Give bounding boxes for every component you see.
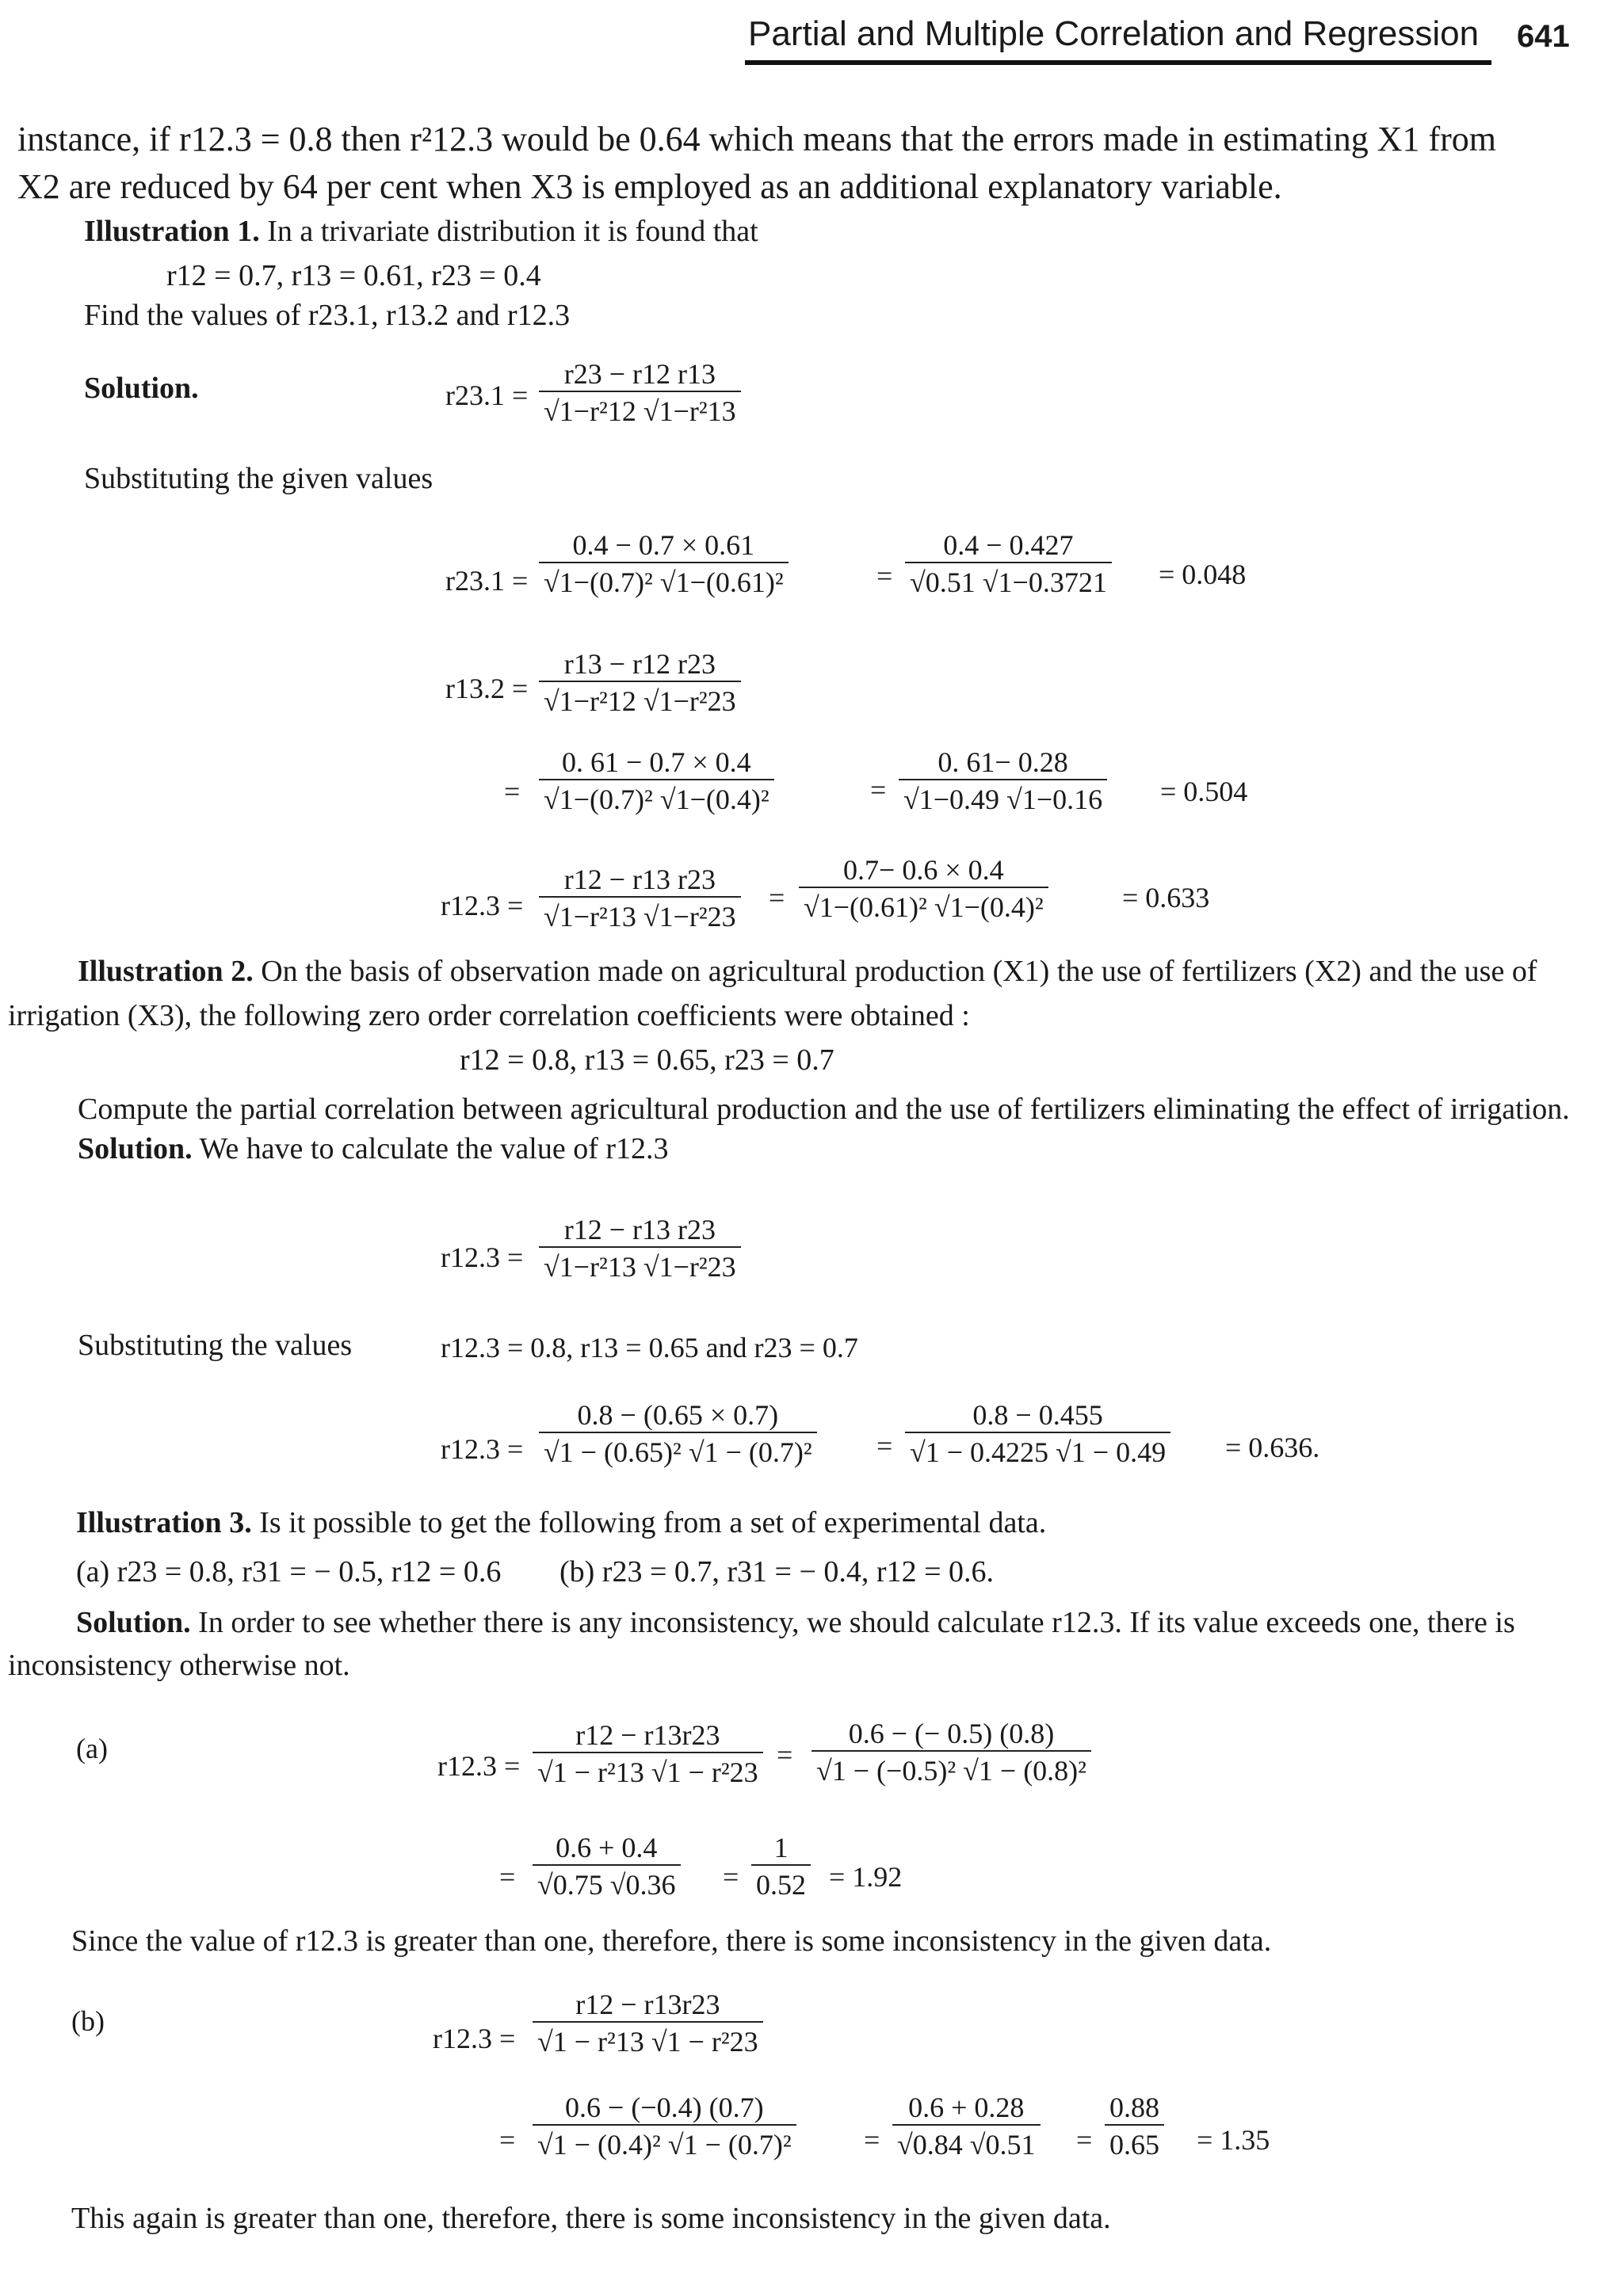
part-b-conclusion: This again is greater than one, therefore, there is some inconsistency in the given data.	[71, 2202, 1111, 2235]
equals-sign: =	[870, 774, 887, 806]
illustration-2-text-1: On the basis of observation made on agricultural production (X1) the use of fertilizers (X2) and the use of	[261, 955, 1537, 988]
calc-illus2-step1-denominator: √1 − (0.65)² √1 − (0.7)²	[539, 1432, 817, 1469]
part-b-step1-numerator: 0.6 − (−0.4) (0.7)	[565, 2092, 764, 2123]
formula-r12-3-illus2	[539, 1214, 741, 1284]
illustration-2-heading: Illustration 2.	[78, 955, 254, 988]
formula-r13-2	[539, 648, 741, 719]
part-a-step3-denominator: 0.52	[751, 1864, 811, 1901]
intro-line-2: X2 are reduced by 64 per cent when X3 is employed as an additional explanatory variable.	[17, 167, 1282, 206]
calc-r23-1-step2	[905, 529, 1112, 600]
illustration-1-heading: Illustration 1.	[84, 215, 260, 248]
part-b-step3-denominator: 0.65	[1105, 2124, 1164, 2161]
formula-r23-1-denominator: √1−r²12 √1−r²13	[539, 391, 741, 428]
substitution-note: Substituting the given values	[84, 462, 433, 495]
formula-r23-1-numerator: r23 − r12 r13	[563, 358, 716, 390]
illustration-2-text-2: irrigation (X3), the following zero order correlation coefficients were obtained :	[8, 999, 970, 1032]
calc-illus2-lhs: r12.3 =	[441, 1433, 524, 1465]
part-b-result: = 1.35	[1197, 2124, 1270, 2156]
calc-r13-2-step2	[899, 746, 1107, 817]
illustration-3-solution-text-1: In order to see whether there is any inconsistency, we should calculate r12.3. If its value exceeds one, there is	[198, 1606, 1515, 1639]
illustration-3-text: Is it possible to get the following from a set of experimental data.	[259, 1506, 1047, 1539]
part-a-step2	[533, 1832, 681, 1902]
calc-r23-1-step1-denominator: √1−(0.7)² √1−(0.61)²	[539, 562, 789, 599]
equals-sign: =	[1076, 2124, 1093, 2156]
equals-sign: =	[769, 882, 785, 913]
equals-sign: =	[723, 1861, 739, 1893]
illustration-2-subst-values: r12.3 = 0.8, r13 = 0.65 and r23 = 0.7	[441, 1332, 858, 1363]
calc-illus2-step1	[539, 1399, 817, 1470]
part-a-conclusion: Since the value of r12.3 is greater than one, therefore, there is some inconsistency in the given data.	[71, 1924, 1272, 1958]
equals-sign: =	[499, 2124, 516, 2156]
part-b-formula	[533, 1989, 763, 2059]
part-a-step3-numerator: 1	[773, 1832, 789, 1863]
illustration-1-text: In a trivariate distribution it is found that	[267, 215, 758, 248]
part-a-result: = 1.92	[829, 1861, 903, 1893]
part-b-step3-numerator: 0.88	[1109, 2092, 1159, 2123]
formula-r12-3-lhs: r12.3 =	[441, 890, 524, 921]
illustration-2-given: r12 = 0.8, r13 = 0.65, r23 = 0.7	[460, 1043, 834, 1077]
part-b-step2-numerator: 0.6 + 0.28	[908, 2092, 1025, 2123]
calc-illus2-step2-denominator: √1 − 0.4225 √1 − 0.49	[905, 1432, 1170, 1469]
formula-r13-2-denominator: √1−r²12 √1−r²23	[539, 681, 741, 718]
illustration-3-option-b: (b) r23 = 0.7, r31 = − 0.4, r12 = 0.6.	[559, 1555, 994, 1589]
equals-sign: =	[876, 560, 893, 592]
calc-r12-3-numerator: 0.7− 0.6 × 0.4	[843, 854, 1004, 886]
illustration-2-task: Compute the partial correlation between agricultural production and the use of fertilizers eliminating the effect of irrigation.	[78, 1093, 1570, 1126]
calc-r13-2-step1	[539, 746, 774, 817]
equals-sign: =	[864, 2124, 880, 2156]
part-b-formula-denominator: √1 − r²13 √1 − r²23	[533, 2021, 763, 2058]
calc-illus2-step1-numerator: 0.8 − (0.65 × 0.7)	[577, 1399, 779, 1431]
part-a-step2-numerator: 0.6 + 0.4	[556, 1832, 658, 1863]
formula-r13-2-numerator: r13 − r12 r23	[563, 648, 716, 680]
part-a-step1-numerator: 0.6 − (− 0.5) (0.8)	[848, 1718, 1055, 1749]
part-a-step3	[751, 1832, 811, 1902]
formula-r13-2-lhs: r13.2 =	[445, 673, 529, 704]
part-a-formula-numerator: r12 − r13r23	[575, 1719, 720, 1751]
calc-illus2-step2	[905, 1399, 1170, 1470]
part-a-label: (a)	[76, 1733, 108, 1764]
illustration-2-subst-label: Substituting the values	[78, 1329, 353, 1362]
illustration-2-solution	[78, 1131, 669, 1166]
illustration-1-intro	[84, 214, 758, 249]
part-a-formula-denominator: √1 − r²13 √1 − r²23	[533, 1752, 763, 1789]
calc-r12-3-denominator: √1−(0.61)² √1−(0.4)²	[799, 887, 1048, 924]
illustration-3-intro	[76, 1505, 1046, 1540]
calc-r13-2-step1-denominator: √1−(0.7)² √1−(0.4)²	[539, 779, 774, 816]
part-b-step1	[533, 2092, 796, 2162]
formula-r12-3-illus2-denominator: √1−r²13 √1−r²23	[539, 1246, 741, 1283]
formula-r12-3-denominator: √1−r²13 √1−r²23	[539, 896, 741, 933]
formula-r12-3-lhs: r12.3 =	[441, 1241, 524, 1273]
part-a-step2-denominator: √0.75 √0.36	[533, 1864, 681, 1901]
part-b-step1-denominator: √1 − (0.4)² √1 − (0.7)²	[533, 2124, 796, 2161]
illustration-3-heading: Illustration 3.	[76, 1506, 252, 1539]
calc-r23-1-step1	[539, 529, 789, 600]
part-b-step2	[892, 2092, 1041, 2162]
formula-r12-3-numerator: r12 − r13 r23	[563, 864, 716, 895]
illustration-2-line-1	[78, 954, 1537, 989]
illustration-1-find: Find the values of r23.1, r13.2 and r12.3	[84, 299, 571, 332]
calc-r23-1-step1-numerator: 0.4 − 0.7 × 0.61	[572, 529, 755, 561]
calc-r23-1-step2-numerator: 0.4 − 0.427	[943, 529, 1074, 561]
equals-sign: =	[499, 1861, 516, 1893]
calc-illus2-step2-numerator: 0.8 − 0.455	[972, 1399, 1103, 1431]
calc-r23-1-result: = 0.048	[1159, 559, 1247, 590]
part-a-formula	[533, 1719, 763, 1790]
part-a-step1-denominator: √1 − (−0.5)² √1 − (0.8)²	[812, 1750, 1091, 1787]
part-b-formula-numerator: r12 − r13r23	[575, 1989, 720, 2020]
calc-r13-2-step2-denominator: √1−0.49 √1−0.16	[899, 779, 1107, 816]
calc-r13-2-step1-numerator: 0. 61 − 0.7 × 0.4	[562, 746, 751, 778]
formula-r23-1-lhs: r23.1 =	[445, 379, 529, 411]
formula-r12-3	[539, 864, 741, 934]
calc-r23-1-step2-denominator: √0.51 √1−0.3721	[905, 562, 1112, 599]
illustration-3-option-a: (a) r23 = 0.8, r31 = − 0.5, r12 = 0.6	[76, 1555, 502, 1589]
part-b-label: (b)	[71, 2005, 105, 2037]
illustration-2-solution-label: Solution.	[78, 1132, 193, 1165]
running-header	[0, 0, 1623, 71]
part-b-step3	[1105, 2092, 1164, 2162]
equals-sign: =	[504, 776, 521, 807]
equals-sign: =	[876, 1430, 893, 1462]
running-title: Partial and Multiple Correlation and Regression	[748, 14, 1480, 53]
part-b-lhs: r12.3 =	[433, 2023, 516, 2054]
calc-r23-1-lhs: r23.1 =	[445, 565, 529, 597]
formula-r12-3-illus2-numerator: r12 − r13 r23	[563, 1214, 716, 1245]
part-b-step2-denominator: √0.84 √0.51	[892, 2124, 1041, 2161]
formula-r23-1	[539, 358, 741, 429]
calc-r13-2-result: = 0.504	[1160, 776, 1248, 807]
illustration-3-solution-text-2: inconsistency otherwise not.	[8, 1649, 350, 1682]
calc-r13-2-step2-numerator: 0. 61− 0.28	[938, 746, 1068, 778]
illustration-3-solution-label: Solution.	[76, 1606, 191, 1639]
illustration-3-solution	[76, 1605, 1515, 1640]
part-a-lhs: r12.3 =	[437, 1750, 521, 1782]
calc-illus2-result: = 0.636.	[1225, 1432, 1320, 1463]
illustration-2-solution-text: We have to calculate the value of r12.3	[199, 1132, 669, 1165]
calc-r12-3-result: = 0.633	[1122, 882, 1210, 913]
header-rule	[745, 60, 1491, 65]
intro-line-1: instance, if r12.3 = 0.8 then r²12.3 would be 0.64 which means that the errors made in estimating X1 from	[17, 120, 1497, 158]
illustration-1-given: r12 = 0.7, r13 = 0.61, r23 = 0.4	[166, 259, 541, 292]
equals-sign: =	[777, 1739, 793, 1771]
page-number: 641	[1517, 19, 1570, 54]
calc-r12-3	[799, 854, 1048, 925]
part-a-step1	[812, 1718, 1091, 1788]
illustration-1-solution-label: Solution.	[84, 372, 199, 405]
